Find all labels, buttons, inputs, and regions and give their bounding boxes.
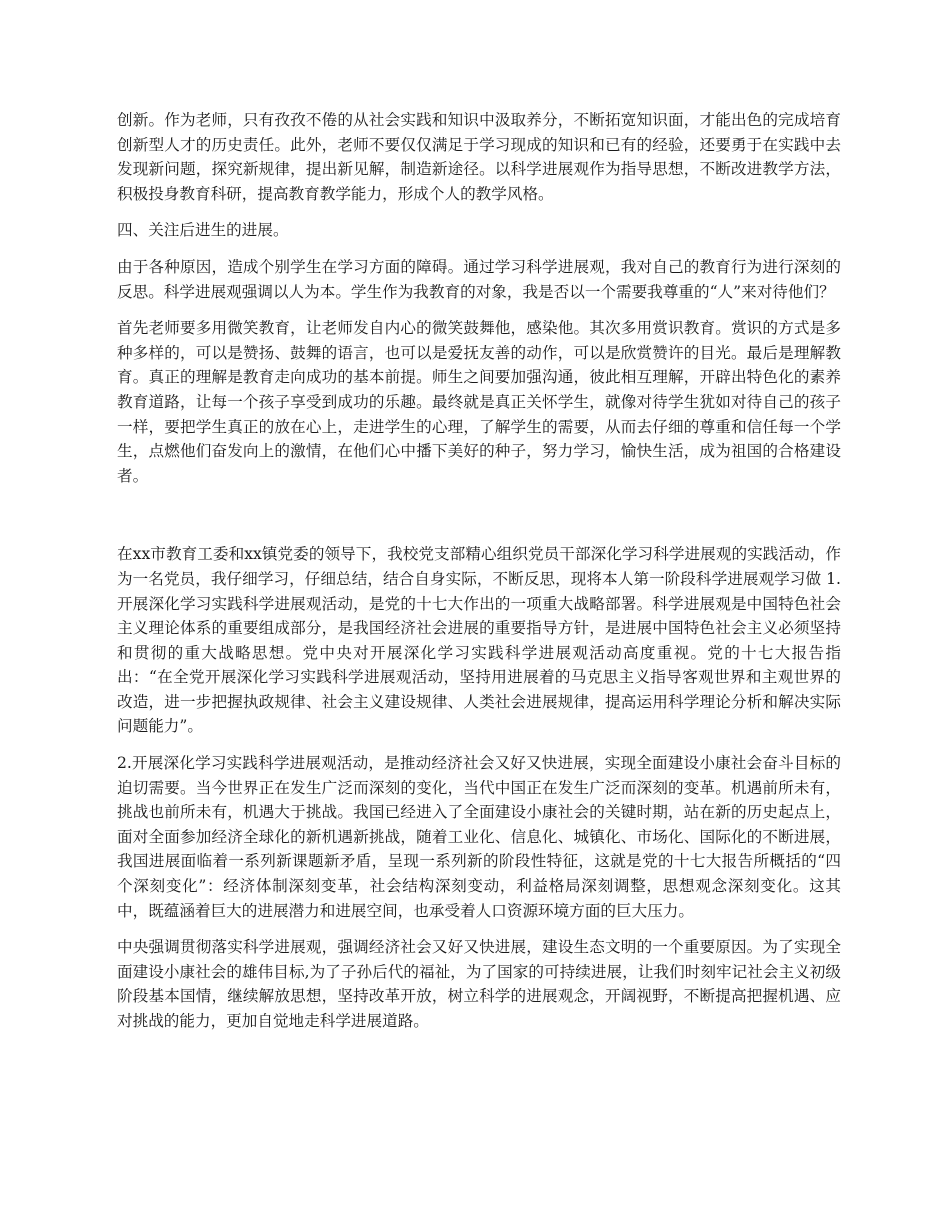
paragraph-reflection: 由于各种原因，造成个别学生在学习方面的障碍。通过学习科学进展观，我对自己的教育行为进行深刻的反思。科学进展观强调以人为本。学生作为我教育的对象，我是否以一个需要我尊重的“人”来对待他们？ (117, 257, 841, 301)
paragraph-innovation: 创新。作为老师，只有孜孜不倦的从社会实践和知识中汲取养分，不断拓宽知识面，才能出色的完成培育创新型人才的历史责任。此外，老师不要仅仅满足于学习现成的知识和已有的经验，还要勇于在实践中去发现新问题，探究新规律，提出新见解，制造新途径。以科学进展观作为指导思想，不断改进教学方法，积极投身教育科研，提高教育教学能力，形成个人的教学风格。 (117, 111, 841, 203)
paragraph-education-methods: 首先老师要多用微笑教育，让老师发自内心的微笑鼓舞他，感染他。其次多用赏识教育。赏识的方式是多种多样的，可以是赞扬、鼓舞的语言，也可以是爱抚友善的动作，可以是欣赏赞许的目光。最后是理解教育。真正的理解是教育走向成功的基本前提。师生之间要加强沟通，彼此相互理解，开辟出特色化的素养教育道路，让每一个孩子享受到成功的乐趣。最终就是真正关怀学生，就像对待学生犹如对待自己的孩子一样，要把学生真正的放在心上，走进学生的心理，了解学生的需要，从而去仔细的尊重和信任每一个学生，点燃他们奋发向上的激情，在他们心中播下美好的种子，努力学习，愉快生活，成为祖国的合格建设者。 (117, 319, 841, 485)
paragraph-point-two: 2.开展深化学习实践科学进展观活动，是推动经济社会又好又快进展，实现全面建设小康社会奋斗目标的迫切需要。当今世界正在发生广泛而深刻的变化，当代中国正在发生广泛而深刻的变革。机遇前所未有，挑战也前所未有，机遇大于挑战。我国已经进入了全面建设小康社会的关键时期，站在新的历史起点上，面对全面参加经济全球化的新机遇新挑战，随着工业化、信息化、城镇化、市场化、国际化的不断进展，我国进展面临着一系列新课题新矛盾，呈现一系列新的阶段性特征，这就是党的十七大报告所概括的“四个深刻变化”：经济体制深刻变革，社会结构深刻变动，利益格局深刻调整，思想观念深刻变化。这其中，既蕴涵着巨大的进展潜力和进展空间，也承受着人口资源环境方面的巨大压力。 (117, 754, 841, 920)
paragraph-conclusion: 中央强调贯彻落实科学进展观，强调经济社会又好又快进展，建设生态文明的一个重要原因。为了实现全面建设小康社会的雄伟目标,为了子孙后代的福祉，为了国家的可持续进展，让我们时刻牢记社会主义初级阶段基本国情，继续解放思想，坚持改革开放，树立科学的进展观念，开阔视野，不断提高把握机遇、应对挑战的能力，更加自觉地走科学进展道路。 (117, 938, 841, 1030)
document-page (117, 108, 841, 1046)
section-gap (117, 500, 841, 542)
section-heading-four: 四、关注后进生的进展。 (117, 221, 289, 240)
paragraph-study-intro: 在xx市教育工委和xx镇党委的领导下，我校党支部精心组织党员干部深化学习科学进展观的实践活动，作为一名党员，我仔细学习，仔细总结，结合自身实际，不断反思，现将本人第一阶段科学进展观学习做 1.开展深化学习实践科学进展观活动，是党的十七大作出的一项重大战略部署。科学进展观是中国特色社会主义理论体系的重要组成部分，是我国经济社会进展的重要指导方针，是进展中国特色社会主义必须坚持和贯彻的重大战略思想。党中央对开展深化学习实践科学进展观活动高度重视。党的十七大报告指出：“在全党开展深化学习实践科学进展观活动，坚持用进展着的马克思主义指导客观世界和主观世界的改造，进一步把握执政规律、社会主义建设规律、人类社会进展规律，提高运用科学理论分析和解决实际问题能力”。 (117, 545, 841, 736)
